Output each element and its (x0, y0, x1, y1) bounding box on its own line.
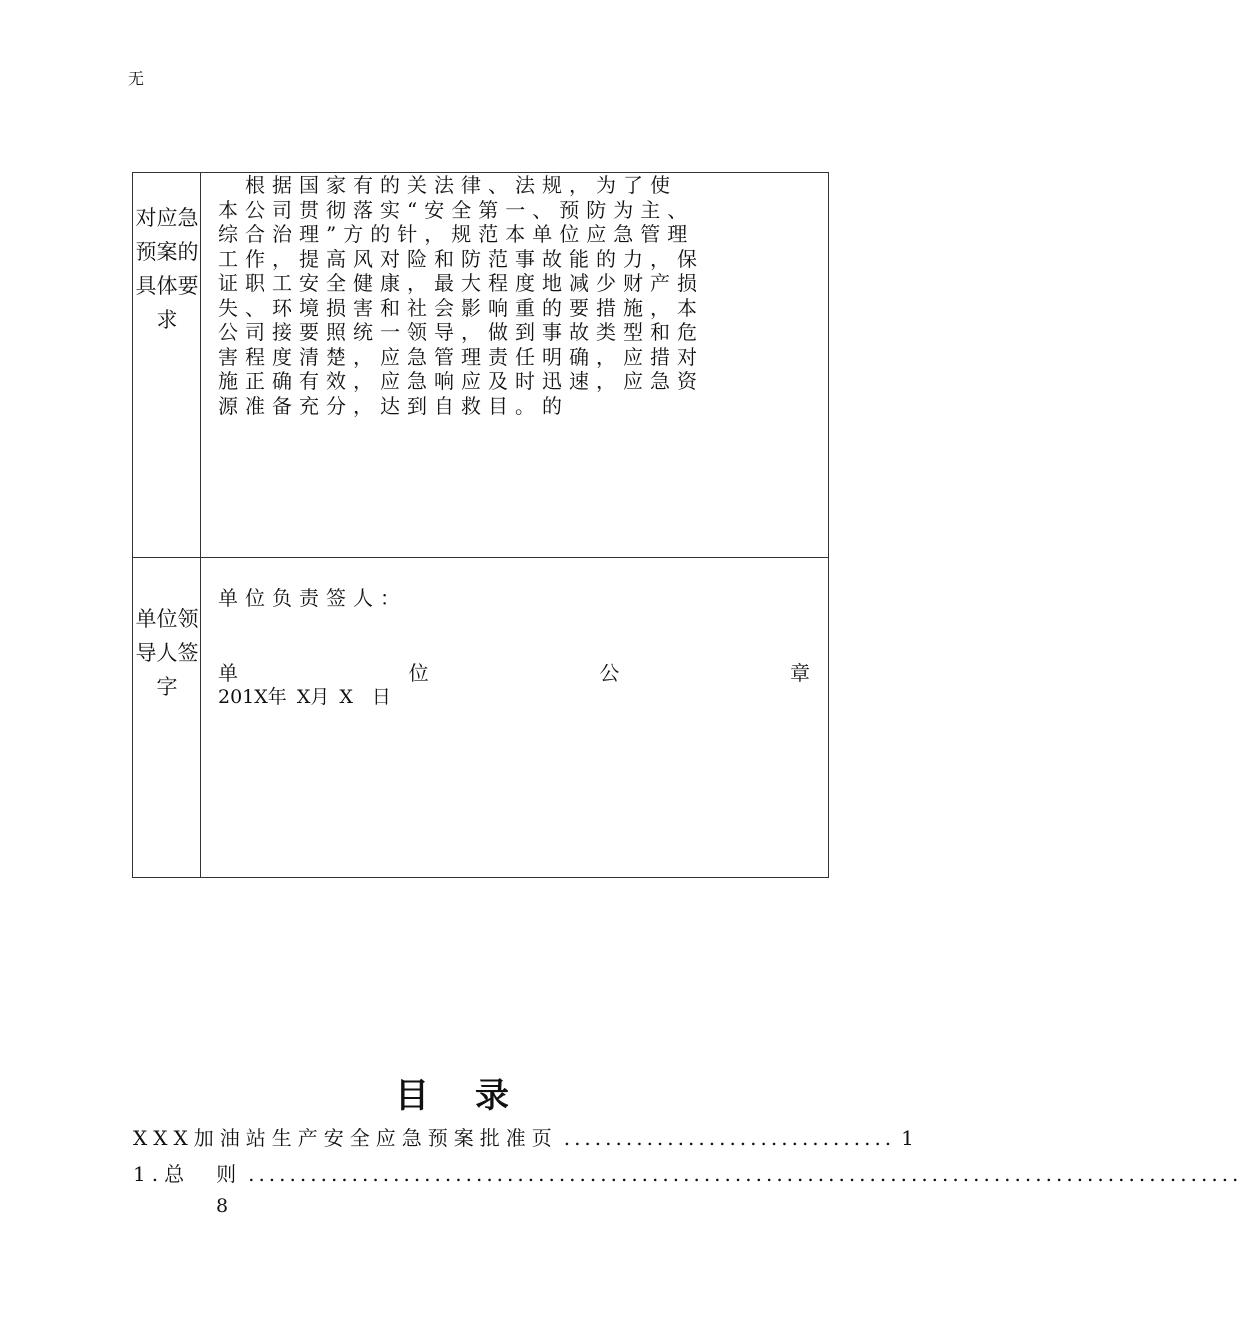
requirements-line: 害程度清楚，应急管理责任明确，应措对 (218, 344, 704, 369)
requirements-line: 工作，提高风对险和防范事故能的力，保 (218, 246, 704, 271)
toc-leader-dots: ................................ (563, 1126, 896, 1150)
toc-page-number: 8 (216, 1195, 229, 1217)
seal-char: 公 (599, 661, 620, 685)
toc-entry[interactable] (133, 1122, 914, 1151)
signature-label: 单位领导人签字 (135, 607, 199, 699)
approval-form-table (132, 172, 829, 878)
header-note: 无 (128, 69, 145, 88)
seal-char: 单 (218, 661, 238, 685)
requirements-line: 失、环境损害和社会影响重的要措施，本 (218, 295, 704, 320)
signatory-line: 单位负责签人： (218, 586, 407, 610)
requirements-line: 证职工安全健康，最大程度地减少财产损 (218, 271, 704, 295)
signature-date: 201X年 X月 X 日 (218, 686, 391, 708)
requirements-text (218, 173, 813, 418)
seal-char: 位 (408, 661, 429, 685)
requirements-line: 根据国家有的关法律、法规，为了使 (218, 173, 677, 197)
requirements-row (133, 173, 828, 558)
signature-label-cell (133, 558, 201, 877)
requirements-line: 施正确有效，应急响应及时迅速，应急资 (218, 369, 704, 393)
requirements-line: 综合治理”方的针，规范本单位应急管理 (218, 222, 695, 246)
toc-leader-dots: ................................................................................................ (248, 1162, 1242, 1186)
requirements-line: 本公司贯彻落实“安全第一、预防为主、 (218, 197, 695, 222)
toc-entry[interactable] (133, 1158, 1242, 1187)
toc-entry-text: 1.总 则 (133, 1162, 243, 1186)
requirements-line: 源准备充分，达到自救目。的 (218, 393, 569, 418)
signature-row (133, 558, 828, 877)
toc-title: 目录 (395, 1076, 555, 1116)
requirements-line: 公司接要照统一领导，做到事故类型和危 (218, 320, 704, 344)
toc-page-number: 1 (901, 1126, 914, 1150)
toc-entry-text: XXX加油站生产安全应急预案批准页 (133, 1126, 558, 1150)
requirements-label: 对应急预案的具体要求 (135, 206, 199, 332)
seal-char: 章 (789, 661, 810, 685)
requirements-label-cell (133, 173, 201, 557)
